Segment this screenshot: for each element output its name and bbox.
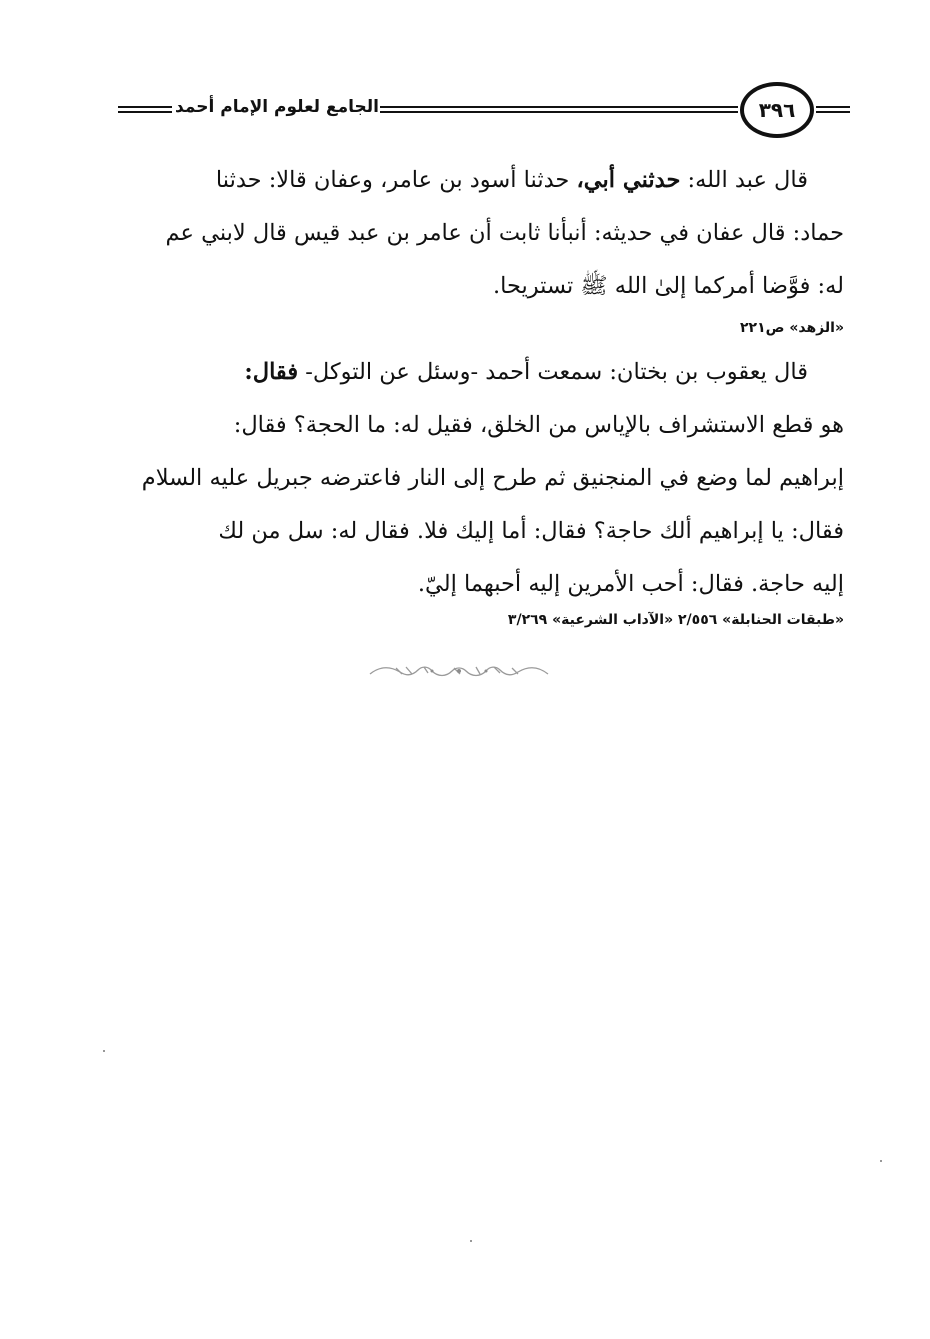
paragraph-2-line-4: فقال: يا إبراهيم ألك حاجة؟ فقال: أما إليك فلا. فقال له: سل من لك	[218, 518, 844, 544]
paragraph-2	[120, 346, 844, 611]
paragraph-2-line-3: إبراهيم لما وضع في المنجنيق ثم طرح إلى النار فاعترضه جبريل عليه السلام	[141, 465, 844, 491]
page-number-badge	[740, 82, 814, 138]
source-reference-1: «الزهد» ص٢٢١	[740, 320, 844, 336]
paragraph-1-line-2: حماد: قال عفان في حديثه: أنبأنا ثابت أن عامر بن عبد قيس قال لابني عم	[165, 220, 844, 246]
paragraph-1-line-1: قال عبد الله: حدثني أبي، حدثنا أسود بن عامر، وعفان قالا: حدثنا	[215, 167, 808, 193]
running-title: الجامع لعلوم الإمام أحمد	[175, 97, 379, 117]
paragraph-2-line-5: إليه حاجة. فقال: أحب الأمرين إليه أحبهما إليّ.	[417, 571, 844, 597]
scan-speck	[103, 1050, 105, 1052]
header-rule-right	[816, 106, 850, 113]
floral-divider-icon	[366, 662, 552, 680]
page-number: ٣٩٦	[758, 98, 796, 122]
header-rule-left	[118, 106, 172, 113]
paragraph-2-line-1: قال يعقوب بن بختان: سمعت أحمد -وسئل عن التوكل- فقال:	[244, 359, 808, 385]
source-reference-2: «طبقات الحنابلة» ٢/٥٥٦ «الآداب الشرعية» ٣/٢٦٩	[507, 612, 844, 628]
scan-speck	[880, 1160, 882, 1162]
paragraph-1	[120, 154, 844, 313]
paragraph-2-line-2: هو قطع الاستشراف بالإياس من الخلق، فقيل له: ما الحجة؟ فقال:	[233, 412, 844, 438]
paragraph-1-line-3: له: فوَّضا أمركما إلىٰ الله ﷺ تستريحا.	[492, 273, 844, 299]
scan-speck	[470, 1240, 472, 1242]
page-header	[118, 78, 850, 144]
header-rule-middle	[380, 106, 738, 113]
